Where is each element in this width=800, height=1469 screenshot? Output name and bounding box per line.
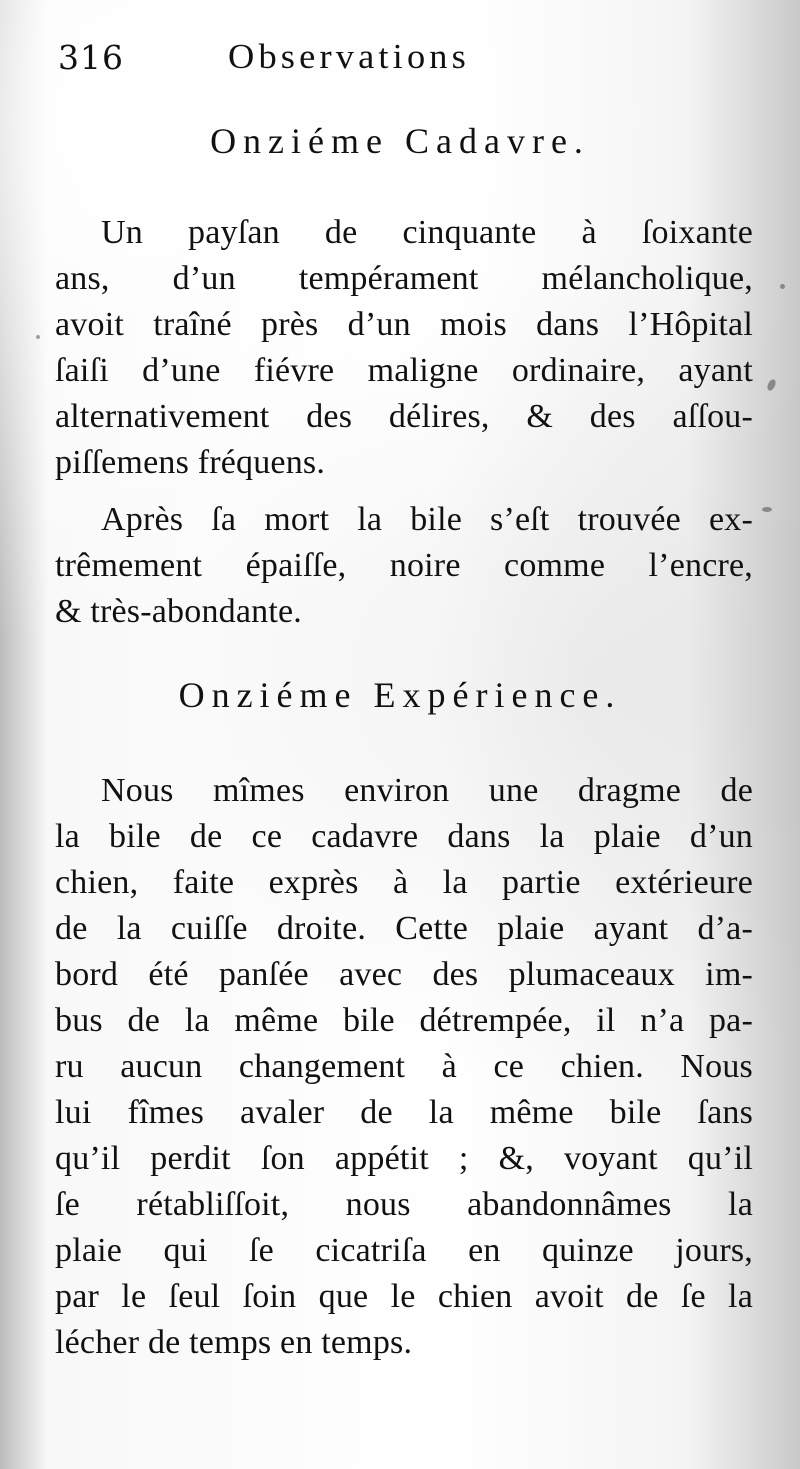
text-line: plaie qui ſe cicatriſa en quinze jours,	[55, 1232, 753, 1269]
text-line: bus de la même bile détrempée, il n’a pa-	[55, 1002, 753, 1039]
paragraph-autopsy-finding	[55, 497, 753, 635]
text-line: ſe rétabliſſoit, nous abandonnâmes la	[55, 1186, 753, 1223]
text-line: Un payſan de cinquante à ſoixante	[101, 214, 753, 251]
section-title-experience: Onziéme Expérience.	[178, 675, 622, 715]
ink-speck	[766, 378, 777, 392]
text-line: avoit traîné près d’un mois dans l’Hôpital	[55, 306, 753, 343]
text-line: ans, d’un tempérament mélancholique,	[55, 260, 753, 297]
text-line: lui fîmes avaler de la même bile ſans	[55, 1094, 753, 1131]
page-header	[58, 30, 748, 84]
ink-speck	[36, 335, 40, 339]
text-line: & très-abondante.	[55, 593, 302, 630]
text-line: qu’il perdit ſon appétit ; &, voyant qu’il	[55, 1140, 753, 1177]
paragraph-patient-description	[55, 210, 753, 486]
text-line: Nous mîmes environ une dragme de	[101, 772, 753, 809]
text-line: alternativement des délires, & des aſſou-	[55, 398, 753, 435]
text-line: trêmement épaiſſe, noire comme l’encre,	[55, 547, 753, 584]
text-line: ru aucun changement à ce chien. Nous	[55, 1048, 753, 1085]
text-line: chien, faite exprès à la partie extérieure	[55, 864, 753, 901]
text-line: par le ſeul ſoin que le chien avoit de ſe la	[55, 1278, 753, 1315]
ink-speck	[780, 284, 785, 289]
text-line: piſſemens fréquens.	[55, 444, 326, 481]
text-line: bord été panſée avec des plumaceaux im-	[55, 956, 753, 993]
ink-speck	[762, 507, 772, 512]
text-line: lécher de temps en temps.	[55, 1324, 413, 1361]
paragraph-dog-experiment	[55, 768, 753, 1366]
text-line: la bile de ce cadavre dans la plaie d’un	[55, 818, 753, 855]
text-line: Après ſa mort la bile s’eſt trouvée ex-	[101, 501, 753, 538]
page-number: 316	[58, 37, 124, 77]
text-line: de la cuiſſe droite. Cette plaie ayant d’a-	[55, 910, 753, 947]
section-title-cadavre: Onziéme Cadavre.	[210, 121, 590, 161]
running-head: Observations	[228, 37, 471, 76]
text-line: ſaiſi d’une fiévre maligne ordinaire, ayant	[55, 352, 753, 389]
